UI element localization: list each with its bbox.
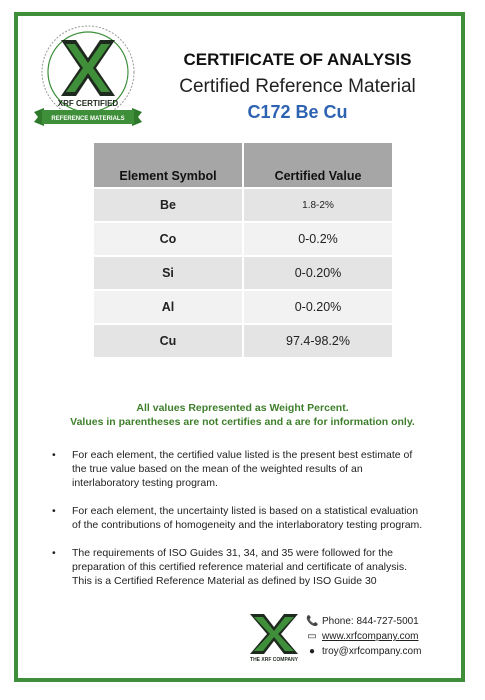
table-row bbox=[94, 188, 392, 222]
bullet-text: For each element, the certified value listed is the present best estimate of the true value based on the mean of the weighted results of an interlaboratory testing program. bbox=[72, 449, 413, 489]
header-certified-value: Certified Value bbox=[243, 143, 392, 188]
bullet-text: For each element, the uncertainty listed is based on a statistical evaluation of the contributions of homogeneity and the interlaboratory testing program. bbox=[72, 505, 423, 531]
phone-row bbox=[306, 614, 421, 629]
certified-value: 97.4-98.2% bbox=[243, 324, 392, 357]
weight-percent-note: All values Represented as Weight Percent. bbox=[136, 402, 349, 414]
email-row bbox=[306, 644, 421, 659]
certified-value: 0-0.20% bbox=[243, 256, 392, 290]
computer-icon: ▭ bbox=[307, 631, 317, 642]
table-row bbox=[94, 290, 392, 324]
contact-block bbox=[306, 614, 421, 659]
bullet-icon: • bbox=[52, 505, 56, 517]
list-item bbox=[52, 546, 427, 588]
element-symbol: Si bbox=[94, 256, 243, 290]
bullet-list bbox=[52, 448, 427, 602]
element-symbol: Be bbox=[94, 188, 243, 222]
xrf-company-logo bbox=[246, 612, 302, 662]
certified-value: 0-0.20% bbox=[243, 290, 392, 324]
person-icon: ● bbox=[308, 646, 316, 657]
phone-text: Phone: 844-727-5001 bbox=[322, 616, 419, 627]
xrf-certified-seal bbox=[28, 22, 148, 134]
table-row bbox=[94, 256, 392, 290]
list-item bbox=[52, 504, 427, 532]
seal-ribbon-text: REFERENCE MATERIALS bbox=[51, 116, 125, 122]
seal-text-top: XRF CERTIFIED bbox=[57, 99, 119, 108]
email-text[interactable]: troy@xrfcompany.com bbox=[322, 646, 422, 657]
phone-icon: 📞 bbox=[306, 616, 319, 627]
footer-company-label: THE XRF COMPANY bbox=[250, 657, 298, 662]
element-symbol: Cu bbox=[94, 324, 243, 357]
certified-value: 1.8-2% bbox=[243, 188, 392, 222]
certified-value: 0-0.2% bbox=[243, 222, 392, 256]
bullet-text: The requirements of ISO Guides 31, 34, and 35 were followed for the preparation of this certified reference material and certificate of analysis. This is a Certified Reference Material as defined by ISO Guide 30 bbox=[72, 547, 408, 587]
element-symbol: Al bbox=[94, 290, 243, 324]
table-row bbox=[94, 324, 392, 357]
website-row bbox=[306, 629, 421, 644]
bullet-icon: • bbox=[52, 547, 56, 559]
website-link[interactable]: www.xrfcompany.com bbox=[322, 631, 419, 642]
element-symbol: Co bbox=[94, 222, 243, 256]
certificate-title: CERTIFICATE OF ANALYSIS bbox=[183, 50, 412, 69]
table-header-row bbox=[94, 143, 392, 188]
parentheses-note: Values in parentheses are not certifies and a are for information only. bbox=[70, 416, 415, 428]
list-item bbox=[52, 448, 427, 490]
table-row bbox=[94, 222, 392, 256]
header-element-symbol: Element Symbol bbox=[94, 143, 243, 188]
certificate-subtitle: Certified Reference Material bbox=[179, 76, 416, 97]
material-name: C172 Be Cu bbox=[247, 102, 348, 122]
bullet-icon: • bbox=[52, 449, 56, 461]
element-table bbox=[94, 143, 392, 357]
